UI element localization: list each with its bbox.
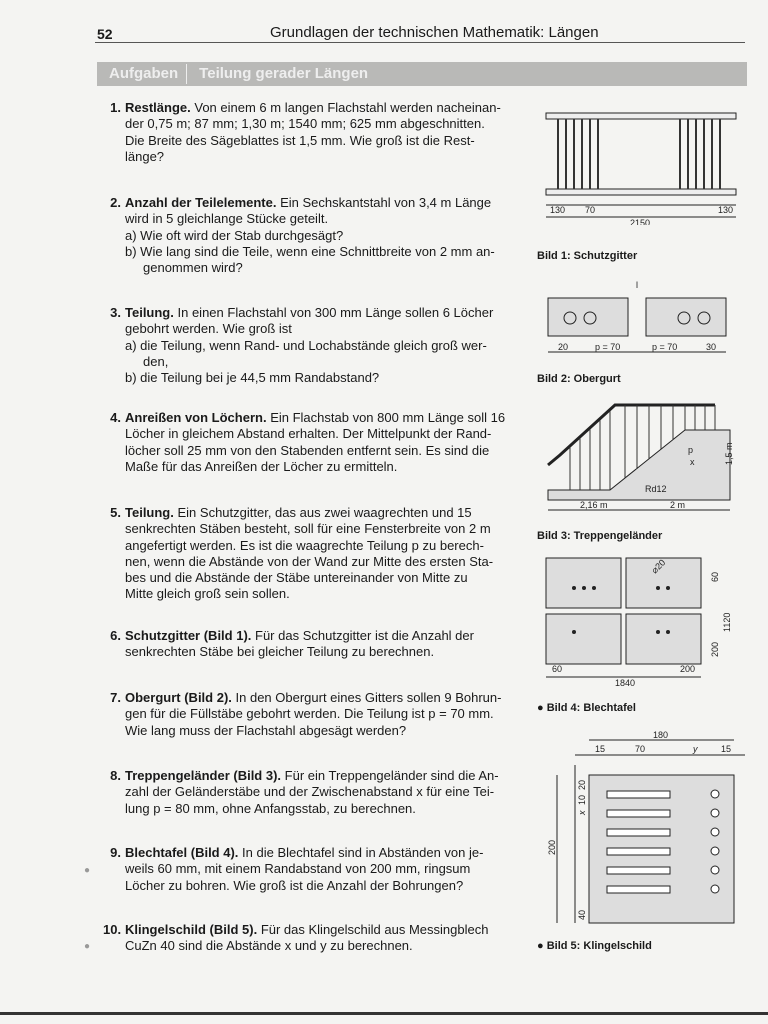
bullet-marker: ● — [84, 941, 91, 952]
task-item — [103, 768, 523, 817]
caption-bild5: ● Bild 5: Klingelschild — [537, 940, 652, 952]
band-right: Teilung gerader Längen — [199, 65, 369, 82]
task-text: Für das Schutzgitter ist die Anzahl der — [255, 628, 474, 643]
dim-label: ⌀20 — [649, 557, 668, 576]
task-line: b) die Teilung bei je 44,5 mm Randabstand? — [125, 370, 380, 386]
task-number: 6. — [110, 628, 121, 643]
figure-treppengelaender — [540, 395, 750, 520]
task-line: wird in 5 gleichlange Stücke geteilt. — [125, 211, 329, 227]
dim-label: 15 — [595, 744, 606, 754]
task-line: bes und die Abstände der Stäbe untereinander von Mitte zu — [125, 570, 468, 586]
task-number: 2. — [110, 195, 121, 210]
task-line: den, — [143, 353, 169, 369]
task-number: 10. — [103, 922, 122, 937]
task-line — [103, 922, 523, 938]
task-line — [103, 505, 523, 521]
task-line: senkrechten Stäbe bei gleicher Teilung zu berechnen. — [125, 644, 435, 660]
figure-blechtafel — [540, 552, 750, 687]
task-title: Teilung. — [125, 305, 174, 320]
task-title: Klingelschild (Bild 5). — [125, 922, 258, 937]
task-title: Teilung. — [125, 505, 174, 520]
task-text: Ein Schutzgitter, das aus zwei waagrechten und 15 — [177, 505, 472, 520]
task-item — [103, 628, 523, 661]
figure-obergurt — [540, 280, 740, 365]
task-text: In den Obergurt eines Gitters sollen 9 Bohrun- — [235, 690, 502, 705]
task-text: In einen Flachstahl von 300 mm Länge sollen 6 Löcher — [177, 305, 494, 320]
task-number: 9. — [110, 845, 121, 860]
dim-label: 130 — [718, 205, 734, 215]
task-title: Anzahl der Teilelemente. — [125, 195, 277, 210]
dim-label: x — [577, 810, 587, 815]
task-text: Für das Klingelschild aus Messingblech — [260, 922, 489, 937]
bottom-rule — [0, 1012, 768, 1015]
dim-label: 70 — [585, 205, 596, 215]
task-text: Von einem 6 m langen Flachstahl werden nacheinan- — [194, 100, 501, 115]
task-line: gen für die Füllstäbe gebohrt werden. Die Teilung ist p = 70 mm. — [125, 706, 494, 722]
dim-label: 200 — [547, 839, 557, 855]
dim-label: p — [688, 445, 694, 455]
task-line: gebohrt werden. Wie groß ist — [125, 321, 292, 337]
task-item — [103, 195, 523, 276]
task-line: CuZn 40 sind die Abstände x und y zu berechnen. — [125, 938, 413, 954]
header-rule — [95, 42, 745, 43]
task-title: Schutzgitter (Bild 1). — [125, 628, 252, 643]
dim-label: 200 — [680, 664, 696, 674]
dim-label: l — [636, 280, 638, 290]
dim-label: p = 70 — [595, 342, 621, 352]
task-number: 3. — [110, 305, 121, 320]
task-line: Mitte gleich groß sein sollen. — [125, 586, 290, 602]
task-title: Treppengeländer (Bild 3). — [125, 768, 282, 783]
task-number: 8. — [110, 768, 121, 783]
dim-label: 1120 — [722, 612, 732, 632]
dim-label: 30 — [706, 342, 717, 352]
caption-text: Bild 4: Blechtafel — [546, 702, 636, 714]
task-line: senkrechten Stäben besteht, soll für eine Fensterbreite von 2 m — [125, 521, 491, 537]
dim-label: 2,16 m — [580, 500, 608, 510]
task-number: 5. — [110, 505, 121, 520]
task-text: Ein Sechskantstahl von 3,4 m Länge — [280, 195, 492, 210]
caption-bild4: ● Bild 4: Blechtafel — [537, 702, 636, 714]
task-line: b) Wie lang sind die Teile, wenn eine Schnittbreite von 2 mm an- — [125, 243, 495, 259]
task-line: angefertigt werden. Es ist die waagrechte Teilung p zu berech- — [125, 537, 484, 553]
dim-label: 70 — [635, 744, 646, 754]
dim-label: p = 70 — [652, 342, 678, 352]
task-line — [103, 628, 523, 644]
caption-bild1: Bild 1: Schutzgitter — [537, 250, 638, 262]
dim-label: 60 — [710, 571, 720, 582]
task-text: Für ein Treppengeländer sind die An- — [284, 768, 499, 783]
dim-label: 10 — [577, 794, 587, 805]
task-line — [103, 690, 523, 706]
task-line: der 0,75 m; 87 mm; 1,30 m; 1540 mm; 625 mm abgeschnitten. — [125, 116, 485, 132]
task-item — [103, 845, 523, 894]
dim-label: 2 m — [670, 500, 686, 510]
task-line: lung p = 80 mm, ohne Anfangsstab, zu berechnen. — [125, 800, 416, 816]
task-item — [103, 100, 523, 165]
dim-label: 20 — [558, 342, 569, 352]
caption-bild3: Bild 3: Treppengeländer — [537, 530, 663, 542]
dim-label: 60 — [552, 664, 563, 674]
dim-label: 200 — [710, 641, 720, 657]
figure-klingelschild — [545, 730, 755, 930]
caption-bild2: Bild 2: Obergurt — [537, 373, 621, 385]
task-line: weils 60 mm, mit einem Randabstand von 200 mm, ringsum — [125, 861, 471, 877]
task-text: In die Blechtafel sind in Abständen von je- — [242, 845, 484, 860]
task-line: Löcher zu bohren. Wie groß ist die Anzahl der Bohrungen? — [125, 877, 464, 893]
task-line: a) die Teilung, wenn Rand- und Lochabstände gleich groß wer- — [125, 337, 487, 353]
task-number: 1. — [110, 100, 121, 115]
task-line: a) Wie oft wird der Stab durchgesägt? — [125, 227, 344, 243]
dim-label: 180 — [653, 730, 669, 740]
task-line — [103, 845, 523, 861]
dim-label: 2150 — [630, 218, 651, 225]
task-line: nen, wenn die Abstände von der Wand zur Mitte des ersten Sta- — [125, 553, 494, 569]
task-line — [103, 768, 523, 784]
dim-label: 15 — [721, 744, 732, 754]
bullet-marker: ● — [84, 865, 91, 876]
task-line — [103, 195, 523, 211]
task-line: Löcher in gleichem Abstand erhalten. Der Mittelpunkt der Rand- — [125, 426, 492, 442]
task-item — [103, 690, 523, 739]
dim-label: Rd12 — [645, 484, 667, 494]
page-number: 52 — [97, 26, 113, 42]
task-item — [103, 410, 523, 475]
task-number: 4. — [110, 410, 121, 425]
task-title: Obergurt (Bild 2). — [125, 690, 232, 705]
dim-label: 40 — [577, 909, 587, 920]
task-line: Wie lang muss der Flachstahl abgesägt werden? — [125, 722, 407, 738]
task-line — [103, 305, 523, 321]
task-line: genommen wird? — [143, 260, 243, 276]
dim-label: 130 — [550, 205, 566, 215]
figure-schutzgitter — [540, 105, 750, 225]
task-line: länge? — [125, 148, 165, 164]
task-line: löcher soll 25 mm von den Stabenden entfernt sein. Es sind die — [125, 442, 490, 458]
task-line — [103, 410, 523, 426]
task-item — [103, 305, 523, 386]
task-title: Anreißen von Löchern. — [125, 410, 267, 425]
task-text: Ein Flachstab von 800 mm Länge soll 16 — [270, 410, 506, 425]
band-left: Aufgaben — [109, 65, 179, 82]
dim-label: y — [693, 744, 698, 754]
running-header: Grundlagen der technischen Mathematik: Längen — [270, 24, 599, 41]
caption-text: Bild 5: Klingelschild — [546, 940, 652, 952]
task-line: Die Breite des Sägeblattes ist 1,5 mm. Wie groß ist die Rest- — [125, 132, 475, 148]
task-title: Blechtafel (Bild 4). — [125, 845, 239, 860]
task-line: zahl der Geländerstäbe und der Zwischenabstand x für eine Tei- — [125, 784, 495, 800]
section-band — [97, 62, 747, 86]
dim-label: x — [690, 457, 695, 467]
dim-label: 1840 — [615, 678, 636, 687]
dim-label: 20 — [577, 779, 587, 790]
task-line: Maße für das Anreißen der Löcher zu ermitteln. — [125, 458, 398, 474]
task-title: Restlänge. — [125, 100, 191, 115]
task-number: 7. — [110, 690, 121, 705]
dim-label: 1,5 m — [724, 442, 734, 465]
task-item — [103, 505, 523, 603]
task-line — [103, 100, 523, 116]
task-item — [103, 922, 523, 955]
